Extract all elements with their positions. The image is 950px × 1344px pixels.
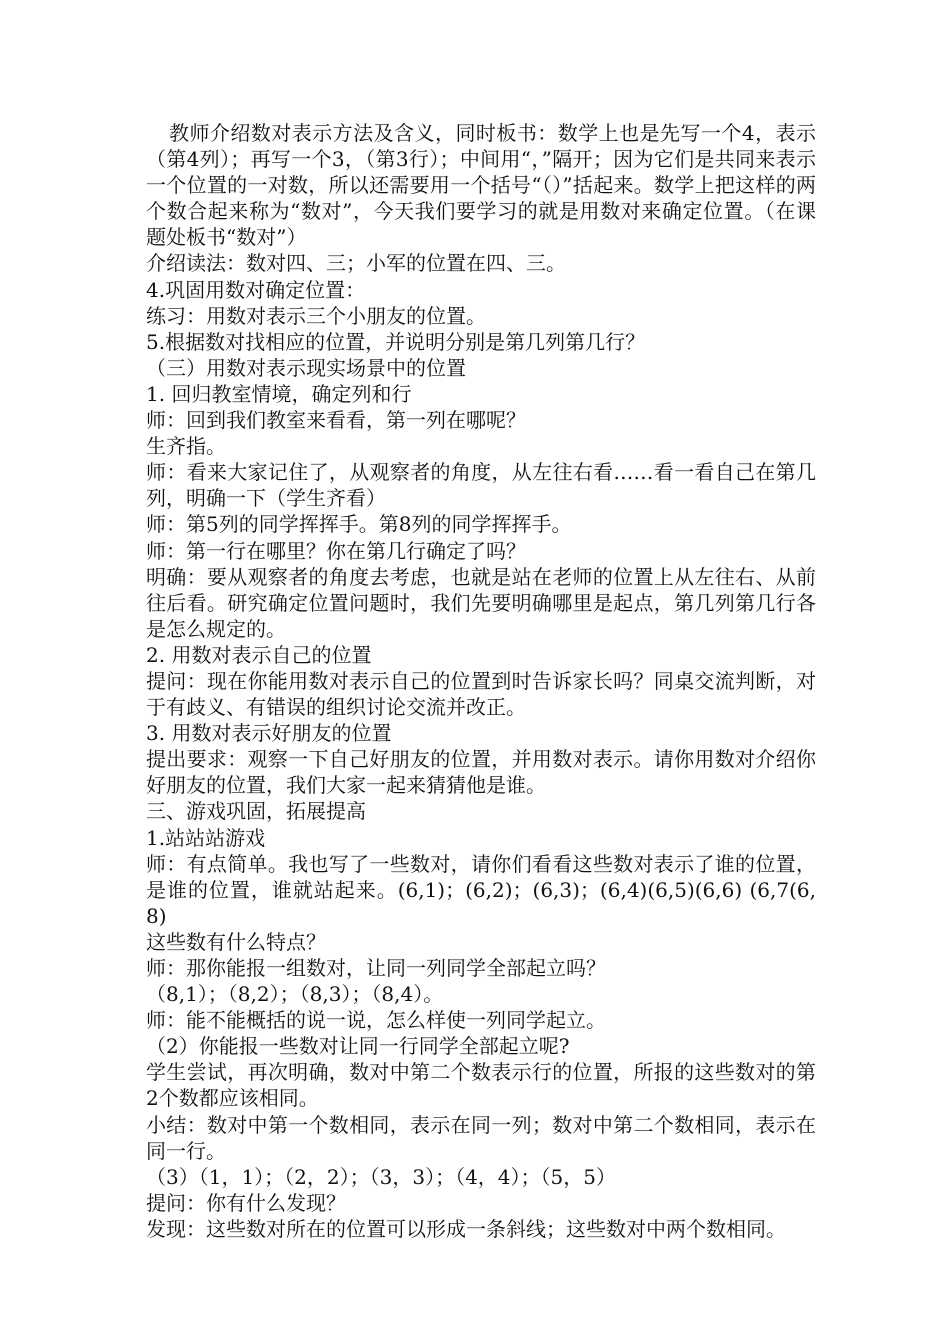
paragraph-row-question: （2）你能报一些数对让同一行同学全部起立呢?	[146, 1034, 570, 1059]
paragraph-feature-question: 这些数有什么特点？	[146, 929, 326, 954]
section-heading-3: （三）用数对表示现实场景中的位置	[146, 355, 466, 380]
paragraph-exercise: 练习：用数对表示三个小朋友的位置。	[146, 303, 486, 328]
paragraph-discovery: 发现：这些数对所在的位置可以形成一条斜线；这些数对中两个数相同。	[146, 1216, 786, 1241]
paragraph-summary: 小结：数对中第一个数相同，表示在同一列；数对中第二个数相同，表示在同一行。	[146, 1112, 816, 1163]
paragraph-teacher-5: 师：有点简单。我也写了一些数对，请你们看看这些数对表示了谁的位置，是谁的位置，谁就站起来。(6,1)；(6,2)；(6,3)；(6,4)(6,5)(6,6) (6,7(6,8)	[146, 851, 816, 928]
paragraph-question-2: 提问：你有什么发现？	[146, 1190, 346, 1215]
paragraph-teacher-3: 师：第5列的同学挥挥手。第8列的同学挥挥手。	[146, 512, 572, 537]
subheading-2: 2. 用数对表示自己的位置	[146, 642, 372, 667]
paragraph-request: 提出要求：观察一下自己好朋友的位置，并用数对表示。请你用数对介绍你好朋友的位置，我们大家一起来猜猜他是谁。	[146, 747, 816, 798]
section-heading-game: 三、游戏巩固，拓展提高	[146, 799, 366, 824]
paragraph-clarify: 明确：要从观察者的角度去考虑，也就是站在老师的位置上从左往右、从前往后看。研究确定位置问题时，我们先要明确哪里是起点，第几列第几行各是怎么规定的。	[146, 564, 816, 641]
paragraph-teacher-1: 师：回到我们教室来看看，第一列在哪呢？	[146, 408, 526, 433]
paragraph-students-point: 生齐指。	[146, 434, 226, 459]
paragraph-reading: 介绍读法：数对四、三；小军的位置在四、三。	[146, 251, 566, 276]
subheading-3: 3. 用数对表示好朋友的位置	[146, 721, 392, 746]
paragraph-teacher-6: 师：那你能报一组数对，让同一列同学全部起立吗？	[146, 956, 606, 980]
paragraph-teacher-2: 师：看来大家记住了，从观察者的角度，从左往右看……看一看自己在第几列，明确一下（学生齐看）	[146, 460, 816, 511]
paragraph-teacher-7: 师：能不能概括的说一说，怎么样使一列同学起立。	[146, 1008, 606, 1033]
paragraph-pairs-column: （8,1）；（8,2）；（8,3）；（8,4）。	[146, 982, 444, 1007]
paragraph-intro: 教师介绍数对表示方法及含义，同时板书：数学上也是先写一个4，表示（第4列）；再写一个3，（第3行）；中间用“，”隔开；因为它们是共同来表示一个位置的一对数，所以还需要用一个括号“（）”括起来。数学上把这样的两个数合起来称为“数对”，今天我们要学习的就是用数对来确定位置。（在课题处板书“数对”）	[146, 121, 816, 250]
paragraph-question-1: 提问：现在你能用数对表示自己的位置到时告诉家长吗？同桌交流判断，对于有歧义、有错误的组织讨论交流并改正。	[146, 668, 816, 720]
document-body	[146, 120, 816, 1242]
section-heading-4: 4.巩固用数对确定位置：	[146, 277, 366, 302]
paragraph-pairs-diagonal: （3）（1，1）；（2，2）；（3，3）；（4，4）；（5，5）	[146, 1164, 616, 1189]
paragraph-student-try: 学生尝试，再次明确，数对中第二个数表示行的位置，所报的这些数对的第2个数都应该相同。	[146, 1060, 816, 1111]
section-heading-5: 5.根据数对找相应的位置，并说明分别是第几列第几行？	[146, 329, 646, 354]
subheading-game-1: 1.站站站游戏	[146, 825, 266, 850]
subheading-1: 1. 回归教室情境，确定列和行	[146, 381, 412, 406]
paragraph-teacher-4: 师：第一行在哪里？你在第几行确定了吗？	[146, 538, 526, 563]
